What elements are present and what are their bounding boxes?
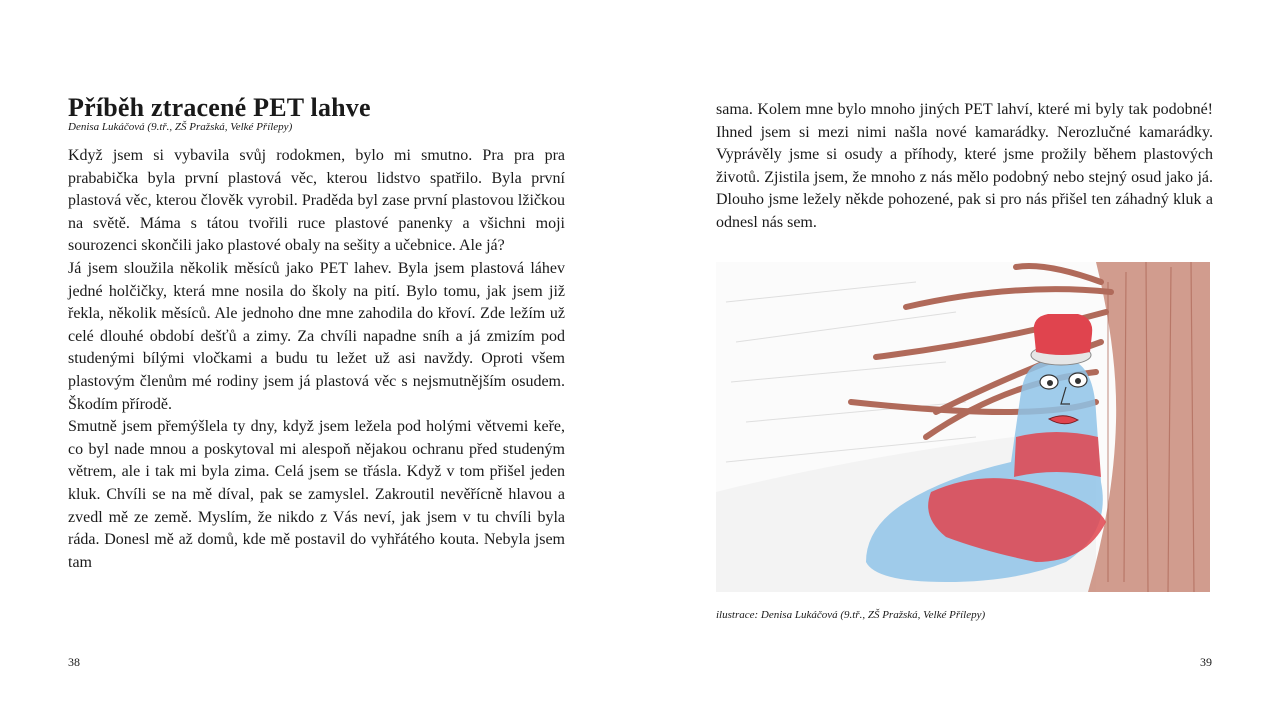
paragraph: sama. Kolem mne bylo mnoho jiných PET lahví, které mi byly tak podobné! Ihned jsem si mezi nimi našla nové kamarádky. Nerozlučné kamarádky. Vyprávěly jsme si osudy a příhody, které jsme prožily během plastových životů. Zjistila jsem, že mnoho z nás mělo podobný nebo stejný osud jako já. Dlouho jsme ležely někde pohozené, pak si pro nás přišel ten záhadný kluk a odnesl nás sem. — [716, 101, 1213, 231]
right-page — [640, 0, 1280, 711]
paragraph: Já jsem sloužila několik měsíců jako PET lahev. Byla jsem plastová láhev jedné holčičky, která mne nosila do školy na pití. Bylo tomu, jak jsem již řekla, několik měsíců. Ale jednoho dne mne zahodila do křoví. Zde ležím už celé dlouhé období dešťů a zimy. Za chvíli napadne sníh a já zmizím pod studenými bílými vločkami a budu tu ležet už asi navždy. Oproti všem plastovým členům mé rodiny jsem já plastová věc s nejsmutnějším osudem. Škodím přírodě. — [68, 259, 565, 413]
bottle-illustration — [716, 262, 1210, 592]
story-text-right — [716, 99, 1213, 235]
illustration-drawing — [716, 262, 1210, 592]
author-byline: Denisa Lukáčová (9.tř., ZŠ Pražská, Velké Přílepy) — [68, 121, 293, 133]
illustration-caption: ilustrace: Denisa Lukáčová (9.tř., ZŠ Pražská, Velké Přílepy) — [716, 609, 986, 621]
page-number-left: 38 — [68, 655, 80, 669]
page-number-right: 39 — [1200, 655, 1212, 669]
paragraph: Smutně jsem přemýšlela ty dny, když jsem ležela pod holými větvemi keře, co byl nade mnou a poskytoval mi alespoň nějakou ochranu před studeným větrem, ale i tak mi byla zima. Celá jsem se třásla. Když v tom přišel jeden kluk. Chvíli se na mě díval, pak se zamyslel. Zakroutil nevěřícně hlavou a zvedl mě ze země. Myslím, že nikdo z Vás neví, jak jsem v tu chvíli byla ráda. Donesl mě až domů, kde mě postavil do vyhřátého kouta. Nebyla jsem tam — [68, 418, 565, 571]
paragraph: Když jsem si vybavila svůj rodokmen, bylo mi smutno. Pra pra pra prababička byla první plastová věc, kterou lidstvo spatřilo. Byla první plastová věc, kterou člověk vyrobil. Praděda byl zase první plastovou lžičkou na světě. Máma s tátou tvořili ruce plastové panenky a všichni moji sourozenci skončili jako plastové obaly na sešity a učebnice. Ale já? — [68, 147, 565, 255]
story-title: Příběh ztracené PET lahve — [68, 93, 371, 122]
story-text-left — [68, 145, 565, 574]
